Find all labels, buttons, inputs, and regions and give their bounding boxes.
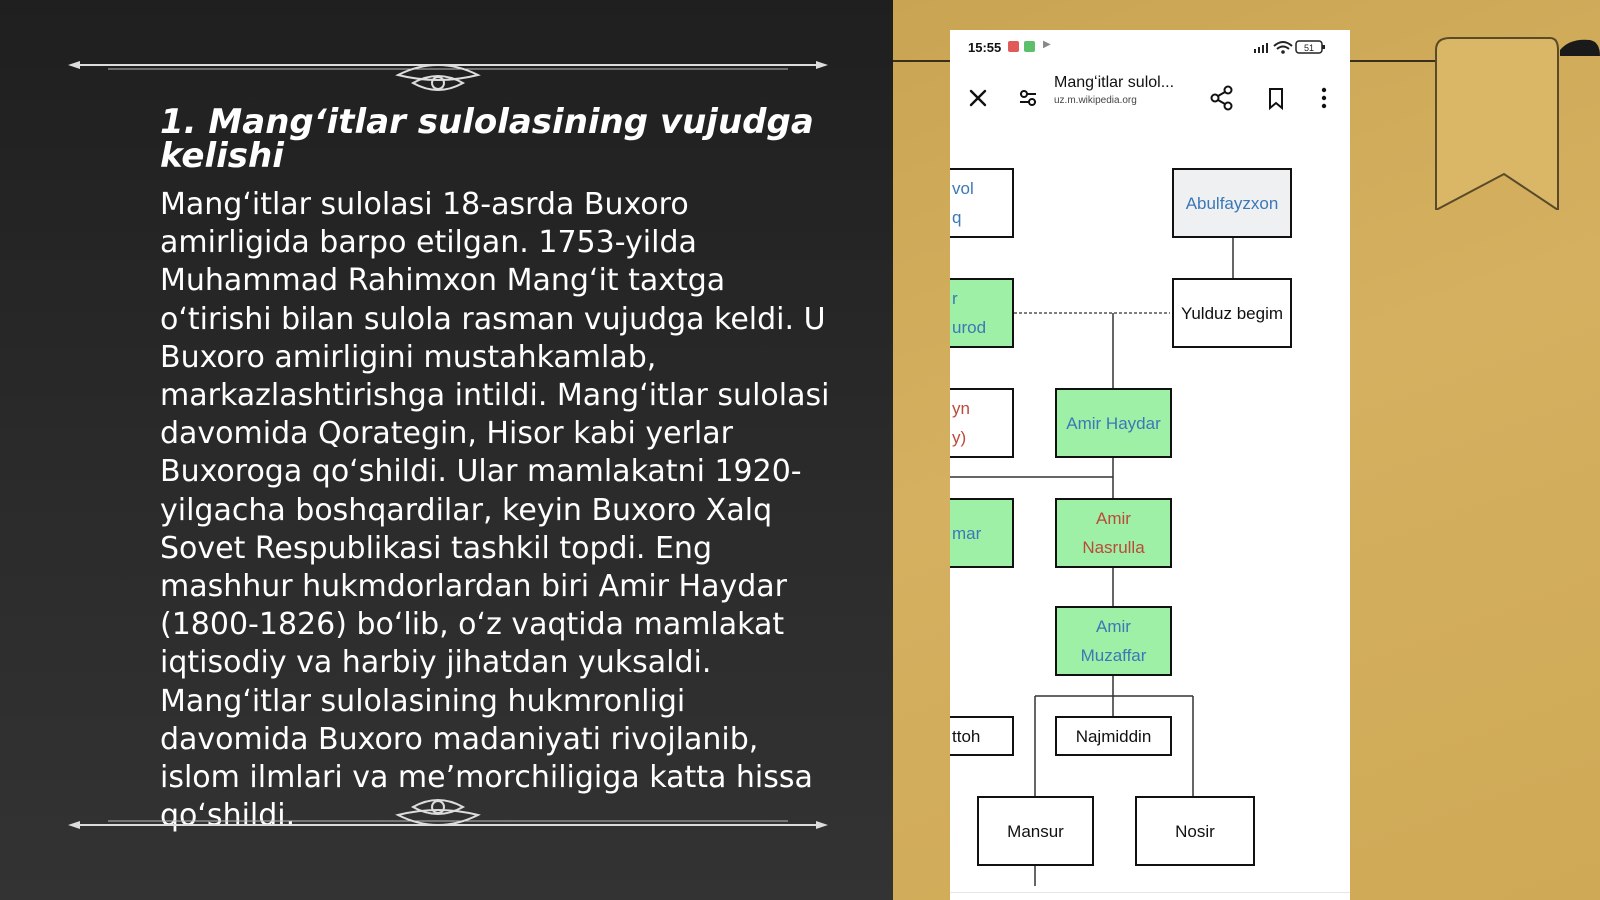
- tree-node-amir-haydar[interactable]: Amir Haydar: [1055, 388, 1172, 458]
- tree-node-amir-muzaffar[interactable]: [1055, 606, 1172, 676]
- page-title: Mangʻitlar sulol...: [1054, 74, 1175, 91]
- bottom-ornament-divider: [68, 780, 828, 840]
- tree-node-mansur[interactable]: Mansur: [977, 796, 1094, 866]
- tree-node-najmiddin[interactable]: Najmiddin: [1055, 716, 1172, 756]
- slide-body-text: Mangʻitlar sulolasi 18-asrda Buxoro amirligida barpo etilgan. 1753-yilda Muhammad Rahimxon Mangʻit taxtga oʻtirishi bilan sulola rasman vujudga keldi. U Buxoro amirligini mustahkamlab, markazlashtirishga intildi. Mangʻitlar sulolasi davomida Qorategin, Hisor kabi yerlar Buxoroga qoʻshildi. Ular mamlakatni 1920-yilgacha boshqardilar, keyin Buxoro Xalq Sovet Respublikasi tashkil topdi. Eng mashhur hukmdorlardan biri Amir Haydar (1800-1826) boʻlib, oʻz vaqtida mamlakat iqtisodiy va harbiy jihatdan yuksaldi. Mangʻitlar sulolasining hukmronligi davomida Buxoro madaniyati rivojlanib, islom ilmlari va meʼmorchiligiga katta hissa qoʻshildi.: [160, 187, 830, 834]
- status-icons: [1252, 38, 1330, 60]
- page-settings-icon[interactable]: [1010, 80, 1046, 116]
- muzaffar-line-1: Amir: [1096, 617, 1131, 636]
- clipped-text: y): [952, 428, 967, 447]
- clipped-text: mar: [952, 523, 982, 543]
- tree-node-clipped[interactable]: [950, 388, 1014, 458]
- close-icon[interactable]: [960, 80, 996, 116]
- phone-screenshot: [950, 30, 1350, 900]
- page-title-box[interactable]: [1054, 74, 1199, 106]
- signal-wifi-battery-icons: [1252, 38, 1330, 56]
- battery-level: 51: [1303, 43, 1315, 53]
- nasrulla-line-1: Amir: [1096, 509, 1131, 528]
- clipped-text: vol: [952, 179, 974, 198]
- bookmark-icon[interactable]: [1258, 80, 1294, 116]
- tree-node-clipped[interactable]: [950, 168, 1014, 238]
- nasrulla-line-2: Nasrulla: [1082, 538, 1145, 557]
- muzaffar-line-2: Muzaffar: [1080, 646, 1147, 665]
- tree-node-nosir[interactable]: Nosir: [1135, 796, 1255, 866]
- android-nav-bar: [950, 892, 1350, 900]
- status-time: 15:55: [968, 40, 1002, 55]
- clipped-text: yn: [952, 399, 970, 418]
- family-tree: [950, 126, 1350, 886]
- bookmark-ribbon-decoration: [1430, 30, 1600, 210]
- tree-node-clipped[interactable]: [950, 716, 1014, 756]
- play-icon: ▶: [1043, 39, 1051, 50]
- clipped-text: urod: [952, 318, 987, 337]
- share-icon[interactable]: [1204, 80, 1240, 116]
- notification-app-icon: [1024, 41, 1035, 52]
- more-vert-icon[interactable]: [1306, 80, 1342, 116]
- frame-line-right: [1350, 60, 1440, 62]
- tree-node-abulfayzxon[interactable]: Abulfayzxon: [1172, 168, 1292, 238]
- clipped-text: ttoh: [952, 726, 981, 746]
- clipped-text: r: [952, 289, 958, 308]
- slide-title: 1. Mangʻitlar sulolasining vujudga kelishi: [160, 102, 814, 176]
- notification-app-icon: [1008, 41, 1019, 52]
- status-bar: [950, 30, 1350, 66]
- tree-node-yulduz-begim[interactable]: Yulduz begim: [1172, 278, 1292, 348]
- tree-node-clipped[interactable]: [950, 498, 1014, 568]
- clipped-text: q: [952, 208, 962, 227]
- page-domain: uz.m.wikipedia.org: [1054, 95, 1137, 106]
- tree-node-amir-nasrulla[interactable]: [1055, 498, 1172, 568]
- tree-node-clipped[interactable]: [950, 278, 1014, 348]
- browser-toolbar: [950, 70, 1350, 126]
